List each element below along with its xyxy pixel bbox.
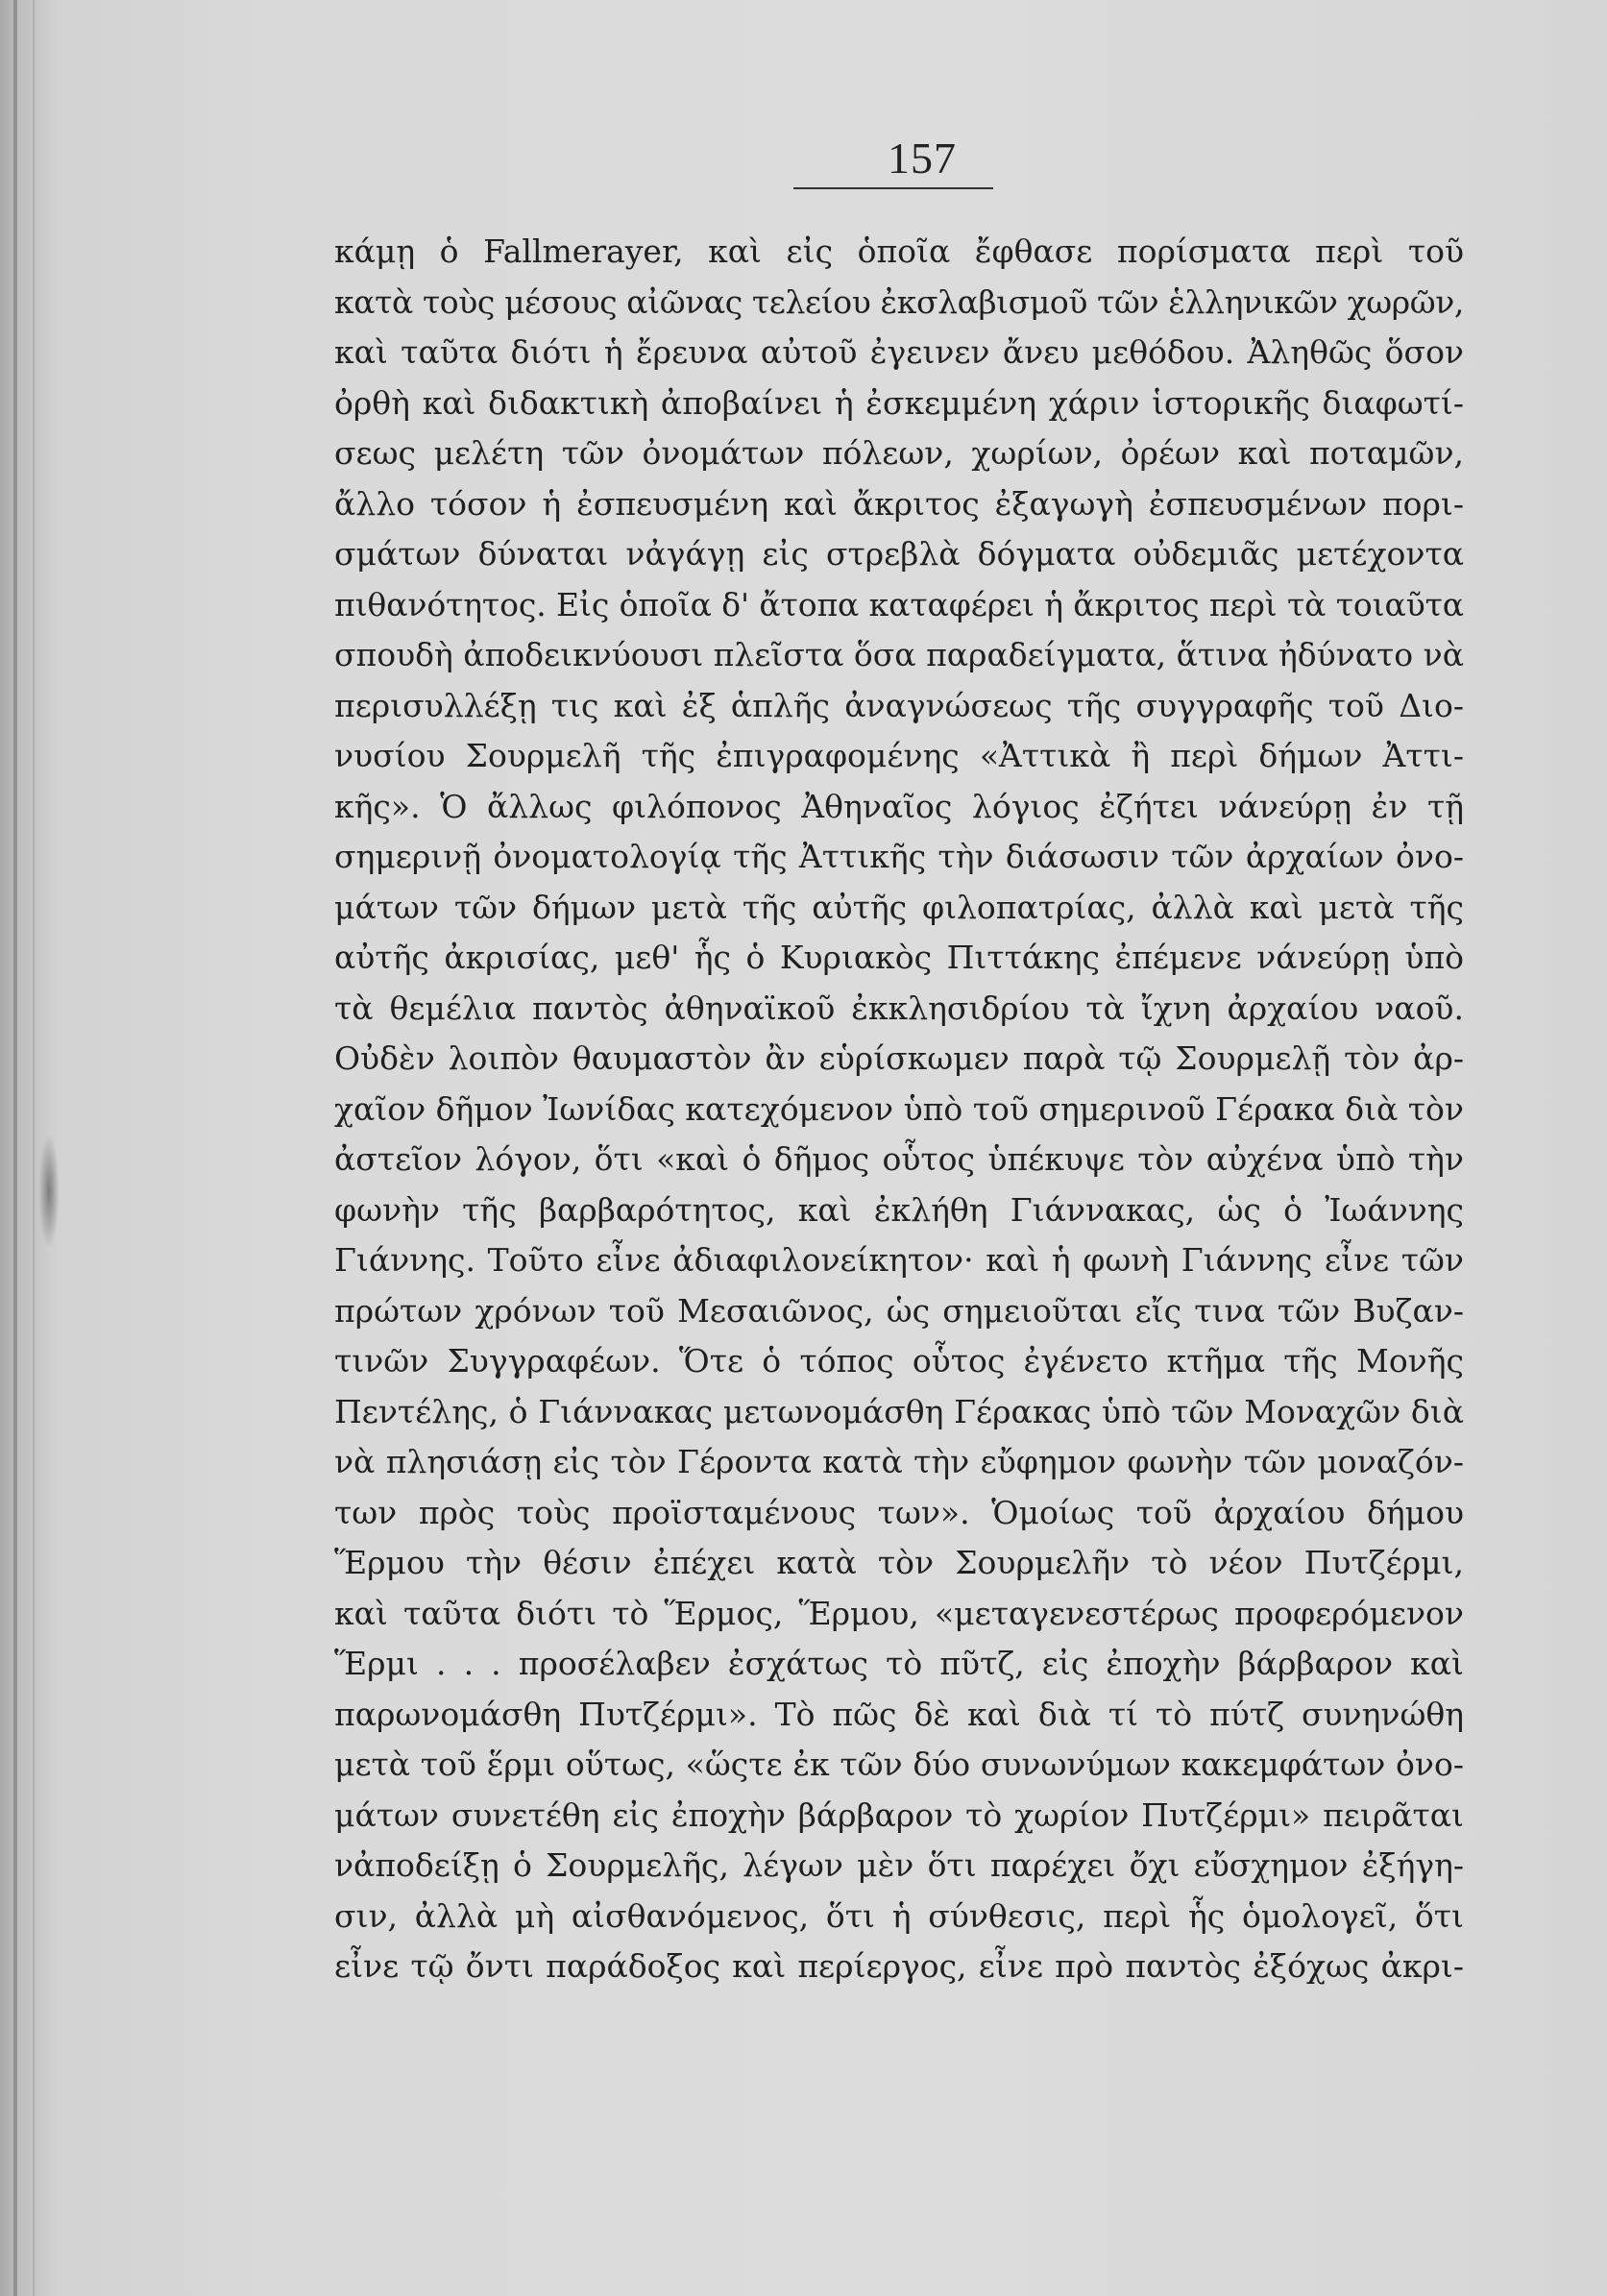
text-line: αὐτῆς ἀκρισίας, μεθ' ἧς ὁ Κυριακὸς Πιττάκης ἐπέμενε νάνεύρῃ ὑπὸ bbox=[334, 939, 1464, 976]
body-text bbox=[334, 227, 1464, 1992]
text-line: μάτων τῶν δήμων μετὰ τῆς αὐτῆς φιλοπατρίας, ἀλλὰ καὶ μετὰ τῆς bbox=[334, 888, 1464, 926]
text-line: Γιάννης. Τοῦτο εἶνε ἀδιαφιλονείκητον· καὶ ἡ φωνὴ Γιάννης εἶνε τῶν bbox=[334, 1241, 1464, 1279]
text-line: νυσίου Σουρμελῆ τῆς ἐπιγραφομένης «Ἀττικὰ ἢ περὶ δήμων Ἀττι- bbox=[334, 737, 1464, 774]
text-line: καὶ ταῦτα διότι ἡ ἔρευνα αὐτοῦ ἐγεινεν ἄνευ μεθόδου. Ἀληθῶς ὅσον bbox=[334, 333, 1464, 371]
text-line: κάμῃ ὁ Fallmerayer, καὶ εἰς ὁποῖα ἔφθασε πορίσματα περὶ τοῦ bbox=[334, 232, 1464, 270]
text-line: σπουδὴ ἀποδεικνύουσι πλεῖστα ὅσα παραδείγματα, ἅτινα ἠδύνατο νὰ bbox=[334, 636, 1464, 673]
text-line: Ἕρμου τὴν θέσιν ἐπέχει κατὰ τὸν Σουρμελῆν τὸ νέον Πυτζέρμι, bbox=[334, 1544, 1464, 1581]
header-rule bbox=[793, 187, 993, 189]
text-line: παρωνομάσθη Πυτζέρμι». Τὸ πῶς δὲ καὶ διὰ τί τὸ πύτζ συνηνώθη bbox=[334, 1695, 1464, 1733]
text-line: ὀρθὴ καὶ διδακτικὴ ἀποβαίνει ἡ ἐσκεμμένη χάριν ἱστορικῆς διαφωτί- bbox=[334, 383, 1464, 422]
text-line: των πρὸς τοὺς προϊσταμένους των». Ὁμοίως τοῦ ἀρχαίου δήμου bbox=[334, 1493, 1464, 1531]
text-line: μάτων συνετέθη εἰς ἐποχὴν βάρβαρον τὸ χωρίον Πυτζέρμι» πειρᾶται bbox=[334, 1795, 1464, 1834]
binding-gutter bbox=[13, 0, 17, 2296]
text-line: σιν, ἀλλὰ μὴ αἰσθανόμενος, ὅτι ἡ σύνθεσις, περὶ ἧς ὁμολογεῖ, ὅτι bbox=[334, 1896, 1464, 1935]
text-line: τινῶν Συγγραφέων. Ὅτε ὁ τόπος οὗτος ἐγένετο κτῆμα τῆς Μονῆς bbox=[334, 1342, 1464, 1380]
text-line: ἄλλο τόσον ἡ ἐσπευσμένη καὶ ἄκριτος ἐξαγωγὴ ἐσπευσμένων πορι- bbox=[334, 484, 1464, 523]
text-line: σημερινῇ ὀνοματολογίᾳ τῆς Ἀττικῆς τὴν διάσωσιν τῶν ἀρχαίων ὀνο- bbox=[334, 838, 1464, 875]
text-line: πιθανότητος. Εἰς ὁποῖα δ' ἄτοπα καταφέρει ἡ ἄκριτος περὶ τὰ τοιαῦτα bbox=[334, 585, 1464, 623]
text-line: περισυλλέξῃ τις καὶ ἐξ ἁπλῆς ἀναγνώσεως τῆς συγγραφῆς τοῦ Διο- bbox=[334, 686, 1464, 724]
text-line: τὰ θεμέλια παντὸς ἀθηναϊκοῦ ἐκκλησιδρίου τὰ ἴχνη ἀρχαίου ναοῦ. bbox=[334, 989, 1464, 1027]
text-line: Οὐδὲν λοιπὸν θαυμαστὸν ἂν εὑρίσκωμεν παρὰ τῷ Σουρμελῇ τὸν ἀρ- bbox=[334, 1039, 1464, 1077]
text-line: χαῖον δῆμον Ἰωνίδας κατεχόμενον ὑπὸ τοῦ σημερινοῦ Γέρακα διὰ τὸν bbox=[334, 1089, 1464, 1128]
page-number: 157 bbox=[888, 134, 957, 183]
text-line: Πεντέλης, ὁ Γιάννακας μετωνομάσθη Γέρακας ὑπὸ τῶν Μοναχῶν διὰ bbox=[334, 1392, 1464, 1430]
binding-shadow bbox=[33, 0, 35, 2296]
text-line: νἀποδείξῃ ὁ Σουρμελῆς, λέγων μὲν ὅτι παρέχει ὄχι εὔσχημον ἐξήγη- bbox=[334, 1846, 1464, 1884]
text-line: εἶνε τῷ ὄντι παράδοξος καὶ περίεργος, εἶνε πρὸ παντὸς ἐξόχως ἀκρι- bbox=[334, 1947, 1464, 1985]
text-line: ἀστεῖον λόγον, ὅτι «καὶ ὁ δῆμος οὗτος ὑπέκυψε τὸν αὐχένα ὑπὸ τὴν bbox=[334, 1140, 1464, 1178]
text-line: κατὰ τοὺς μέσους αἰῶνας τελείου ἐκσλαβισμοῦ τῶν ἑλληνικῶν χωρῶν, bbox=[334, 282, 1464, 321]
text-line: πρώτων χρόνων τοῦ Μεσαιῶνος, ὡς σημειοῦται εἴς τινα τῶν Βυζαν- bbox=[334, 1291, 1464, 1330]
text-line: κῆς». Ὁ ἄλλως φιλόπονος Ἀθηναῖος λόγιος ἐζήτει νάνεύρῃ ἐν τῇ bbox=[334, 787, 1464, 825]
text-line: μετὰ τοῦ ἕρμι οὕτως, «ὥςτε ἐκ τῶν δύο συνωνύμων κακεμφάτων ὀνο- bbox=[334, 1746, 1464, 1783]
text-line: φωνὴν τῆς βαρβαρότητος, καὶ ἐκλήθη Γιάννακας, ὡς ὁ Ἰωάννης bbox=[334, 1190, 1464, 1229]
text-line: σεως μελέτη τῶν ὀνομάτων πόλεων, χωρίων, ὀρέων καὶ ποταμῶν, bbox=[334, 434, 1464, 472]
text-line: νὰ πλησιάσῃ εἰς τὸν Γέροντα κατὰ τὴν εὔφημον φωνὴν τῶν μοναζόν- bbox=[334, 1443, 1464, 1480]
text-line: Ἕρμι . . . προσέλαβεν ἐσχάτως τὸ πῦτζ, εἰς ἐποχὴν βάρβαρον καὶ bbox=[334, 1645, 1464, 1682]
page-blemish bbox=[38, 1134, 60, 1249]
text-line: καὶ ταῦτα διότι τὸ Ἕρμος, Ἕρμου, «μεταγενεστέρως προφερόμενον bbox=[334, 1594, 1464, 1632]
text-line: σμάτων δύναται νἀγάγῃ εἰς στρεβλὰ δόγματα οὐδεμιᾶς μετέχοντα bbox=[334, 535, 1464, 573]
